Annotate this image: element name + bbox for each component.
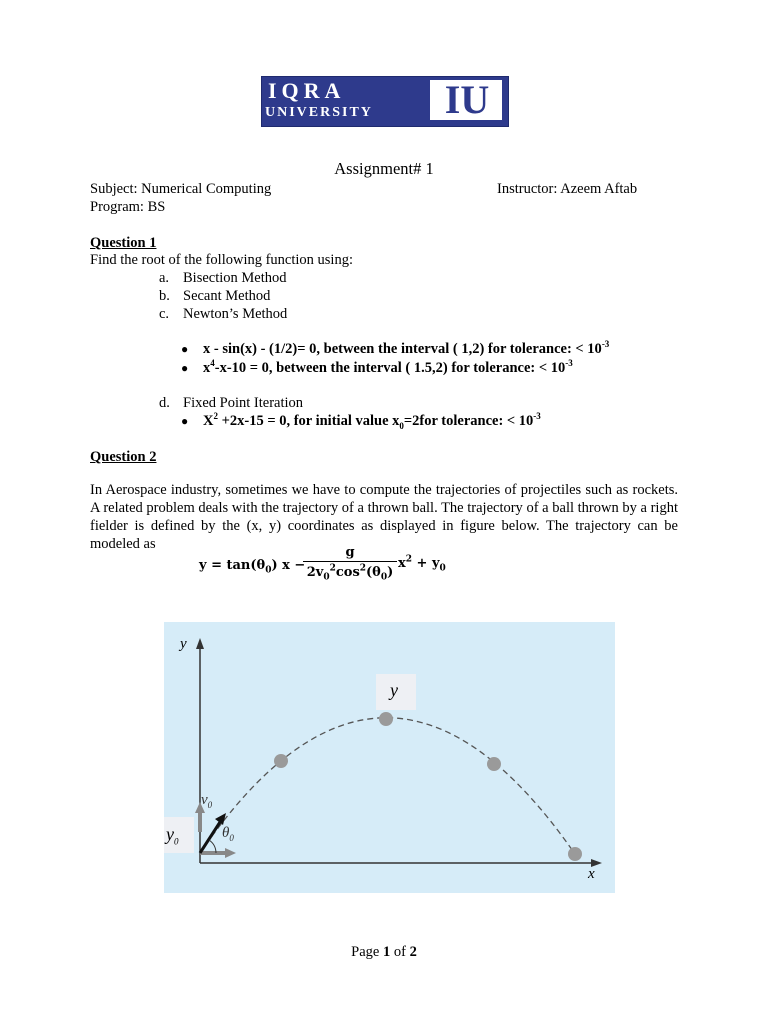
method-item: b. Secant Method	[159, 288, 271, 304]
logo-text-bottom: UNIVERSITY	[265, 105, 373, 120]
bullet-function-1: ● x - sin(x) - (1/2)= 0, between the interval ( 1,2) for tolerance: < $10^{-3}$	[181, 339, 610, 357]
bullet-function-2: ● $x^4-x-10 = 0$, between the interval ( 1.5,2) for tolerance: < $10^{-3}$	[181, 358, 573, 376]
question-2-heading: Question 2	[90, 449, 157, 465]
trajectory-point	[568, 847, 582, 861]
v0-horizontal-arrow-icon	[225, 848, 236, 858]
y0-label: $y_0$	[166, 824, 179, 847]
method-item: c. Newton’s Method	[159, 306, 288, 322]
apex-label: y	[390, 680, 398, 700]
v0-label: $v_0$	[201, 792, 213, 810]
y-axis-arrow-icon	[196, 638, 204, 649]
method-list	[159, 269, 287, 323]
bullet-icon: ●	[181, 414, 189, 428]
trajectory-path	[200, 718, 575, 854]
logo-mark: IU	[444, 77, 490, 122]
y-axis-label: y	[180, 636, 187, 652]
logo-text-top: IQRA	[268, 78, 346, 103]
v0-vector	[200, 819, 222, 853]
subject-line: Subject: Numerical Computing	[90, 181, 272, 197]
bullet-icon: ●	[181, 361, 189, 375]
method-item-d: d. Fixed Point Iteration	[159, 395, 304, 411]
question-2-paragraph: In Aerospace industry, sometimes we have to compute the trajectories of projectiles such as rockets. A related problem deals with the trajectory of a thrown ball. The trajectory of a ball thrown by a right fielder is defined by the (x, y) coordinates as displayed in figure below. The trajectory can be modeled as	[90, 482, 678, 552]
trajectory-point	[274, 754, 288, 768]
program-line: Program: BS	[90, 199, 166, 215]
trajectory-point-apex	[379, 712, 393, 726]
trajectory-diagram	[164, 622, 615, 893]
bullet-function-3: ● $X^2 +2x-15 = 0$, for initial value $x_0=2for$ tolerance: < $10^{-3}$	[181, 411, 541, 431]
bullet-icon: ●	[181, 342, 189, 356]
question-1-intro: Find the root of the following function using:	[90, 252, 353, 268]
theta0-label: $\theta_0$	[222, 825, 234, 843]
page-footer: Page 1 of 2	[351, 944, 417, 960]
assignment-title: Assignment# 1	[334, 159, 434, 178]
x-axis-label: x	[588, 866, 595, 882]
method-item: a. Bisection Method	[159, 270, 287, 286]
instructor-line: Instructor: Azeem Aftab	[497, 181, 638, 197]
trajectory-point	[487, 757, 501, 771]
question-1-heading: Question 1	[90, 235, 157, 251]
trajectory-figure	[164, 622, 615, 893]
